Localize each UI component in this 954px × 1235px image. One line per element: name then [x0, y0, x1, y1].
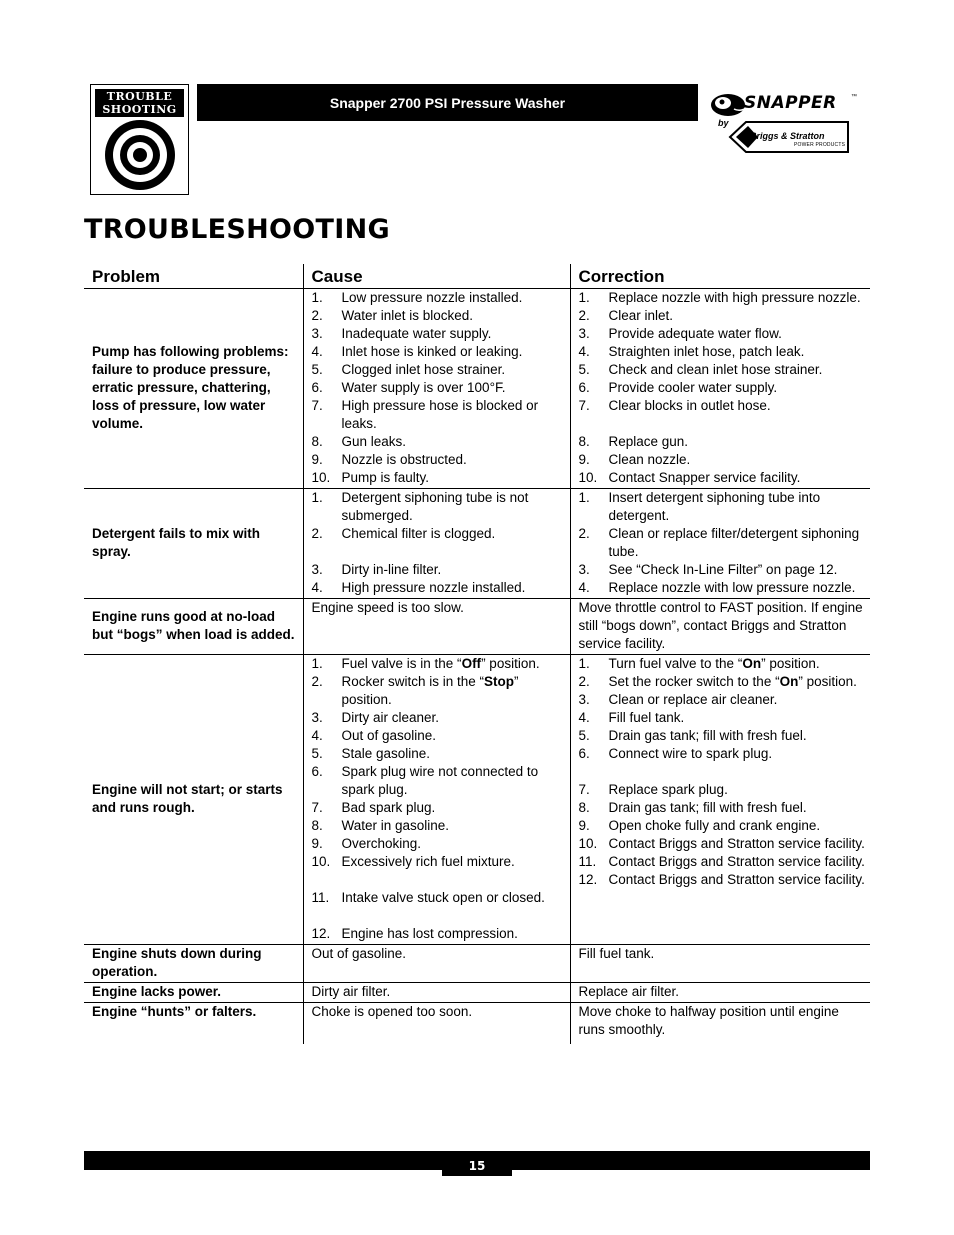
list-item: 1. Fuel valve is in the “Off” position. — [311, 656, 540, 671]
brand-by: by — [718, 118, 729, 128]
cause-cell — [303, 489, 570, 599]
table-row — [84, 655, 870, 945]
list-item: 8. Replace gun. — [578, 434, 689, 449]
list-item: 4. Out of gasoline. — [311, 728, 437, 743]
snapper-turtle-icon — [708, 90, 748, 118]
brand-logo — [706, 88, 866, 158]
list-spacer — [312, 907, 568, 925]
list-item: 7. Replace spark plug. — [578, 782, 728, 797]
list-item: 4. Inlet hose is kinked or leaking. — [311, 344, 523, 359]
list-item: 5. Check and clean inlet hose strainer. — [578, 362, 823, 377]
list-item: 1. Low pressure nozzle installed. — [311, 290, 523, 305]
brand-name: SNAPPER — [744, 93, 837, 113]
list-item: 2. Clear inlet. — [578, 308, 674, 323]
list-item: 2. Clean or replace filter/detergent siphoning tube. — [578, 526, 860, 559]
list-item: 9. Overchoking. — [311, 836, 422, 851]
list-item: 1. Detergent siphoning tube is not submerged. — [311, 490, 529, 523]
correction-cell: Replace air filter. — [570, 983, 870, 1003]
list-item: 2. Rocker switch is in the “Stop” position. — [311, 674, 519, 707]
list-item: 5. Stale gasoline. — [311, 746, 431, 761]
logo-label — [95, 89, 184, 117]
list-item: 1. Insert detergent siphoning tube into detergent. — [578, 490, 821, 523]
list-item: 11. Intake valve stuck open or closed. — [311, 890, 545, 905]
table-row — [84, 983, 870, 1003]
brand-partner-sub: POWER PRODUCTS — [794, 142, 846, 148]
brand-trademark: ™ — [851, 94, 857, 100]
target-icon — [94, 115, 186, 191]
list-item: 1. Replace nozzle with high pressure nozzle. — [578, 290, 861, 305]
cause-cell — [303, 655, 570, 945]
cause-cell: Engine speed is too slow. — [303, 599, 570, 655]
header-problem: Problem — [84, 264, 303, 289]
header-cause: Cause — [303, 264, 570, 289]
list-item: 2. Set the rocker switch to the “On” position. — [578, 674, 857, 689]
list-item: 3. Dirty air cleaner. — [311, 710, 440, 725]
list-item: 4. Replace nozzle with low pressure nozzle. — [578, 580, 856, 595]
list-item: 8. Drain gas tank; fill with fresh fuel. — [578, 800, 807, 815]
cause-cell: Choke is opened too soon. — [303, 1003, 570, 1045]
page-title: TROUBLESHOOTING — [84, 214, 390, 245]
list-spacer — [312, 871, 568, 889]
document-title-bar — [197, 84, 698, 121]
cause-cell: Out of gasoline. — [303, 945, 570, 983]
problem-cell: Detergent fails to mix with spray. — [84, 489, 303, 599]
list-spacer — [579, 415, 869, 433]
list-item: 3. See “Check In-Line Filter” on page 12. — [578, 562, 838, 577]
problem-cell: Engine will not start; or starts and runs rough. — [84, 655, 303, 945]
list-item: 3. Provide adequate water flow. — [578, 326, 782, 341]
correction-cell: Move throttle control to FAST position. If engine still “bogs down”, contact Briggs and Stratton service facility. — [570, 599, 870, 655]
cause-cell — [303, 289, 570, 489]
list-item: 3. Clean or replace air cleaner. — [578, 692, 778, 707]
problem-cell: Engine runs good at no-load but “bogs” when load is added. — [84, 599, 303, 655]
table-row — [84, 489, 870, 599]
problem-cell: Engine “hunts” or falters. — [84, 1003, 303, 1045]
list-item: 9. Nozzle is obstructed. — [311, 452, 467, 467]
header-correction: Correction — [570, 264, 870, 289]
list-item: 7. High pressure hose is blocked or leaks. — [311, 398, 539, 431]
list-item: 8. Water in gasoline. — [311, 818, 450, 833]
logo-line-2: SHOOTING — [102, 103, 177, 116]
list-item: 1. Turn fuel valve to the “On” position. — [578, 656, 820, 671]
table-row — [84, 945, 870, 983]
list-spacer — [579, 763, 869, 781]
correction-cell: Fill fuel tank. — [570, 945, 870, 983]
table-row — [84, 599, 870, 655]
list-item: 4. Straighten inlet hose, patch leak. — [578, 344, 805, 359]
document-title: Snapper 2700 PSI Pressure Washer — [329, 94, 566, 111]
list-item: 5. Clogged inlet hose strainer. — [311, 362, 506, 377]
correction-cell: Move choke to halfway position until engine runs smoothly. — [570, 1003, 870, 1045]
list-item: 2. Water inlet is blocked. — [311, 308, 474, 323]
page-number: 15 — [442, 1151, 512, 1176]
list-item: 10. Contact Briggs and Stratton service facility. — [578, 836, 865, 851]
problem-cell: Engine lacks power. — [84, 983, 303, 1003]
list-item: 11. Contact Briggs and Stratton service facility. — [578, 854, 865, 869]
list-item: 8. Gun leaks. — [311, 434, 407, 449]
list-spacer — [312, 543, 568, 561]
list-item: 6. Spark plug wire not connected to spark plug. — [311, 764, 539, 797]
list-item: 7. Bad spark plug. — [311, 800, 436, 815]
list-item: 3. Inadequate water supply. — [311, 326, 492, 341]
table-row — [84, 1003, 870, 1045]
list-item: 4. Fill fuel tank. — [578, 710, 685, 725]
list-item: 12. Engine has lost compression. — [311, 926, 518, 941]
correction-cell — [570, 289, 870, 489]
logo-line-1: TROUBLE — [106, 90, 173, 103]
list-item: 5. Drain gas tank; fill with fresh fuel. — [578, 728, 807, 743]
list-item: 6. Provide cooler water supply. — [578, 380, 778, 395]
brand-partner: Briggs & Stratton — [750, 131, 825, 141]
list-item: 4. High pressure nozzle installed. — [311, 580, 526, 595]
list-item: 7. Clear blocks in outlet hose. — [578, 398, 771, 413]
list-item: 6. Connect wire to spark plug. — [578, 746, 773, 761]
list-item: 9. Clean nozzle. — [578, 452, 691, 467]
list-item: 10. Pump is faulty. — [311, 470, 430, 485]
cause-cell: Dirty air filter. — [303, 983, 570, 1003]
list-item: 10. Contact Snapper service facility. — [578, 470, 801, 485]
correction-cell — [570, 655, 870, 945]
list-item: 3. Dirty in-line filter. — [311, 562, 442, 577]
problem-cell: Pump has following problems: failure to produce pressure, erratic pressure, chattering, loss of pressure, low water volume. — [92, 344, 289, 431]
problem-cell: Engine shuts down during operation. — [84, 945, 303, 983]
list-item: 6. Water supply is over 100°F. — [311, 380, 506, 395]
table-row — [84, 289, 870, 489]
troubleshooting-table — [84, 264, 870, 1044]
correction-cell — [570, 489, 870, 599]
list-item: 12. Contact Briggs and Stratton service facility. — [578, 872, 865, 887]
list-item: 10. Excessively rich fuel mixture. — [311, 854, 515, 869]
troubleshooting-logo — [90, 84, 189, 195]
list-item: 2. Chemical filter is clogged. — [311, 526, 496, 541]
list-item: 9. Open choke fully and crank engine. — [578, 818, 821, 833]
table-header-row — [84, 264, 870, 289]
